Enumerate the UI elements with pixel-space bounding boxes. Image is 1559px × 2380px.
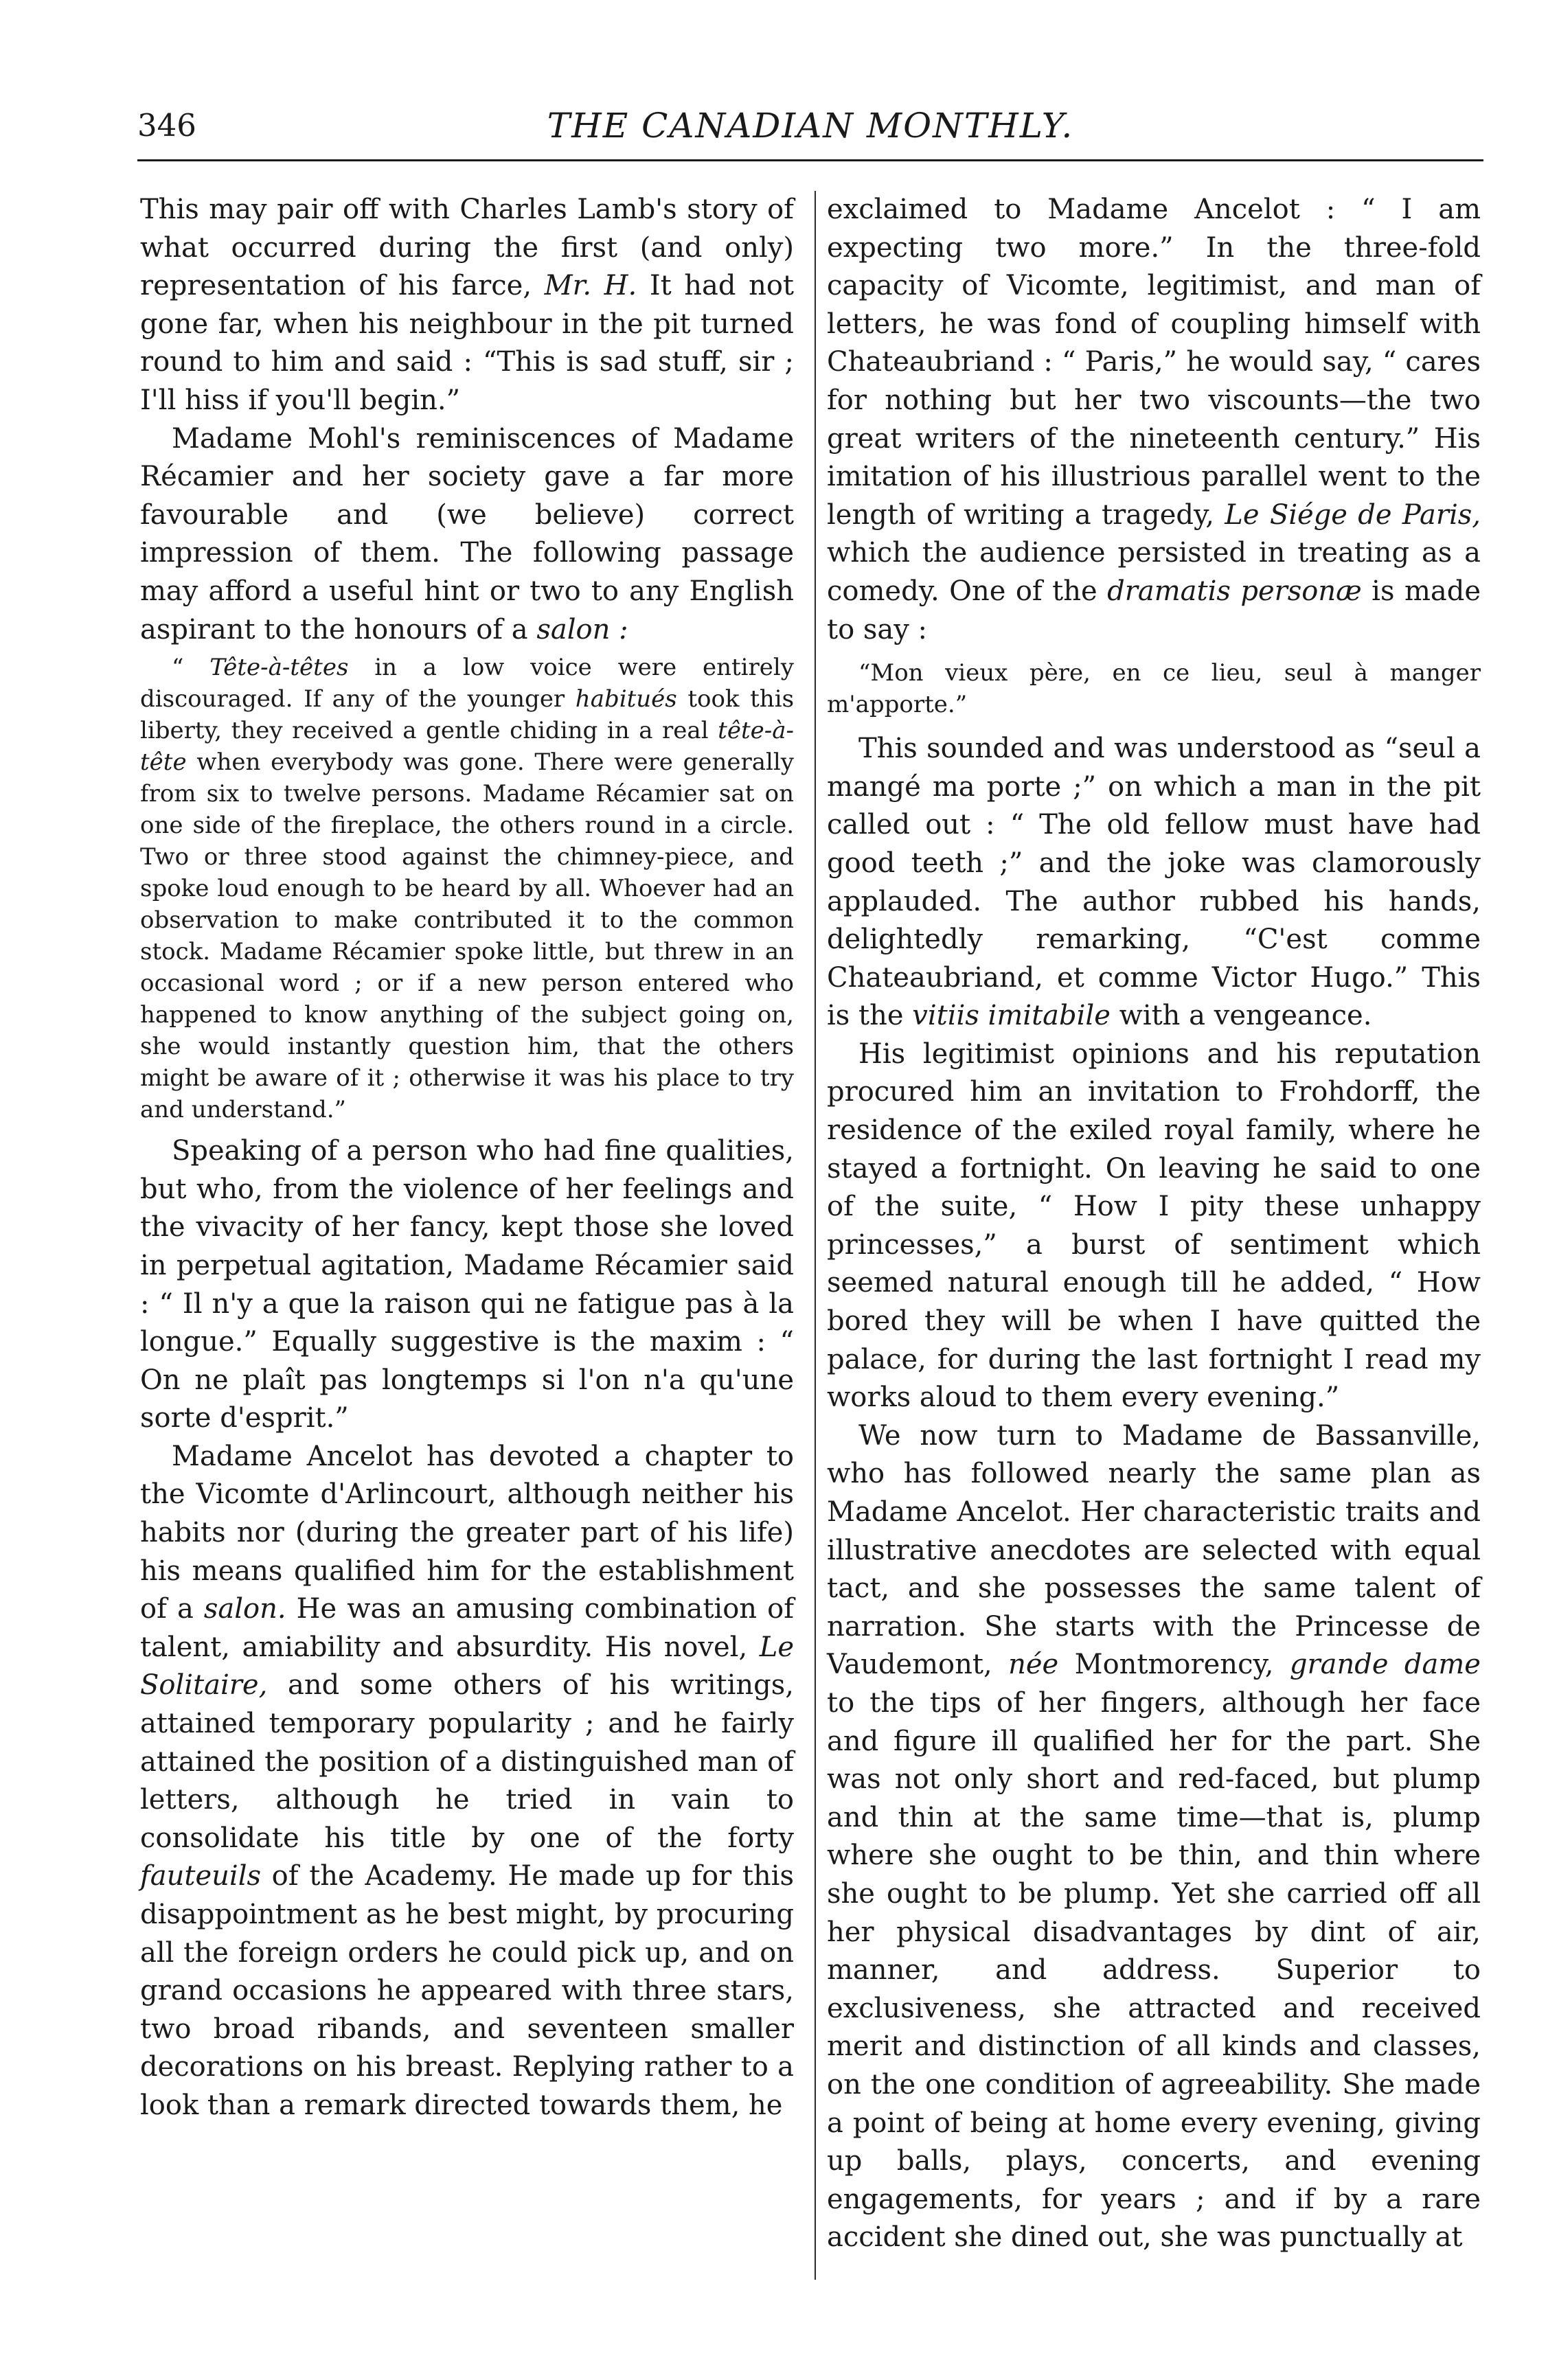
- paragraph: This may pair off with Charles Lamb's story of what occurred during the first (and only) representation of his farce, Mr. H. It had not gone far, when his neighbour in the pit turned round to him and said : “This is sad stuff, sir ; I'll hiss if you'll begin.”: [140, 194, 794, 416]
- page-number: 346: [137, 107, 196, 144]
- column-divider: [815, 191, 816, 2280]
- paragraph: We now turn to Madame de Bassanville, who has followed nearly the same plan as Madame Ancelot. Her characteristic traits and illustrative anecdotes are selected with equal tact, and she possesses the same talent of narration. She starts with the Princesse de Vaudemont, née Montmorency, grande dame to the tips of her fingers, although her face and figure ill qualified her for the part. She was not only short and red-faced, but plump and thin at the same time—that is, plump where she ought to be thin, and thin where she ought to be plump. Yet she carried off all her physical disadvantages by dint of air, manner, and address. Superior to exclusiveness, she attracted and received merit and distinction of all kinds and classes, on the one condition of agreeability. She made a point of being at home every evening, giving up balls, plays, concerts, and evening engagements, for years ; and if by a rare accident she dined out, she was punctually at: [827, 1419, 1481, 2254]
- paragraph: This sounded and was understood as “seul a mangé ma porte ;” on which a man in the pit called out : “ The old fellow must have had good teeth ;” and the joke was clamorously applauded. The author rubbed his hands, delightedly remarking, “C'est comme Chateaubriand, et comme Victor Hugo.” This is the vitiis imitabile with a vengeance.: [827, 733, 1481, 1032]
- paragraph: His legitimist opinions and his reputation procured him an invitation to Frohdorff, the residence of the exiled royal family, where he stayed a fortnight. On leaving he said to one of the suite, “ How I pity these unhappy princesses,” a burst of sentiment which seemed natural enough till he added, “ How bored they will be when I have quitted the palace, for during the last fortnight I read my works aloud to them every evening.”: [827, 1038, 1481, 1414]
- paragraph: Speaking of a person who had fine qualities, but who, from the violence of her feelings and the vivacity of her fancy, kept those she loved in perpetual agitation, Madame Récamier said : “ Il n'y a que la raison qui ne fatigue pas à la longue.” Equally suggestive is the maxim : “ On ne plaît pas longtemps si l'on n'a qu'une sorte d'esprit.”: [140, 1135, 794, 1434]
- verse-quote: “Mon vieux père, en ce lieu, seul à manger m'apporte.”: [827, 659, 1481, 719]
- block-quote: “ Tête-à-têtes in a low voice were entirely discouraged. If any of the younger habitués took this liberty, they received a gentle chiding in a real tête-à-tête when everybody was gone. There were generally from six to twelve persons. Madame Récamier sat on one side of the fireplace, the others round in a circle. Two or three stood against the chimney-piece, and spoke loud enough to be heard by all. Whoever had an observation to make contributed it to the common stock. Madame Récamier spoke little, but threw in an occasional word ; or if a new person entered who happened to know anything of the subject going on, she would instantly question him, that the others might be aware of it ; otherwise it was his place to try and understand.”: [140, 654, 795, 1124]
- italic-title: Mr. H.: [544, 270, 637, 302]
- right-column: [827, 191, 1481, 2257]
- page-header: [137, 102, 1483, 150]
- running-title: THE CANADIAN MONTHLY.: [547, 106, 1074, 146]
- header-rule: [137, 159, 1483, 161]
- italic-term: salon :: [536, 613, 628, 645]
- left-column: [140, 191, 794, 2125]
- paragraph: Madame Ancelot has devoted a chapter to the Vicomte d'Arlincourt, although neither his habits nor (during the greater part of his life) his means qualified him for the establishment of a salon. He was an amusing combination of talent, amiability and absurdity. His novel, Le Solitaire, and some others of his writings, attained temporary popularity ; and he fairly attained the position of a distinguished man of letters, although he tried in vain to consolidate his title by one of the forty fauteuils of the Academy. He made up for this disappointment as he best might, by procuring all the foreign orders he could pick up, and on grand occasions he appeared with three stars, two broad ribands, and seventeen smaller decorations on his breast. Replying rather to a look than a remark directed towards them, he: [140, 1440, 794, 2121]
- paragraph: Madame Mohl's reminiscences of Madame Récamier and her society gave a far more favourable and (we believe) correct impression of them. The following passage may afford a useful hint or two to any English aspirant to the honours of a salon :: [140, 422, 794, 645]
- paragraph: exclaimed to Madame Ancelot : “ I am expecting two more.” In the three-fold capacity of Vicomte, legitimist, and man of letters, he was fond of coupling himself with Chateaubriand : “ Paris,” he would say, “ cares for nothing but her two viscounts—the two great writers of the nineteenth century.” His imitation of his illustrious parallel went to the length of writing a tragedy, Le Siége de Paris, which the audience persisted in treating as a comedy. One of the dramatis personæ is made to say :: [827, 194, 1481, 645]
